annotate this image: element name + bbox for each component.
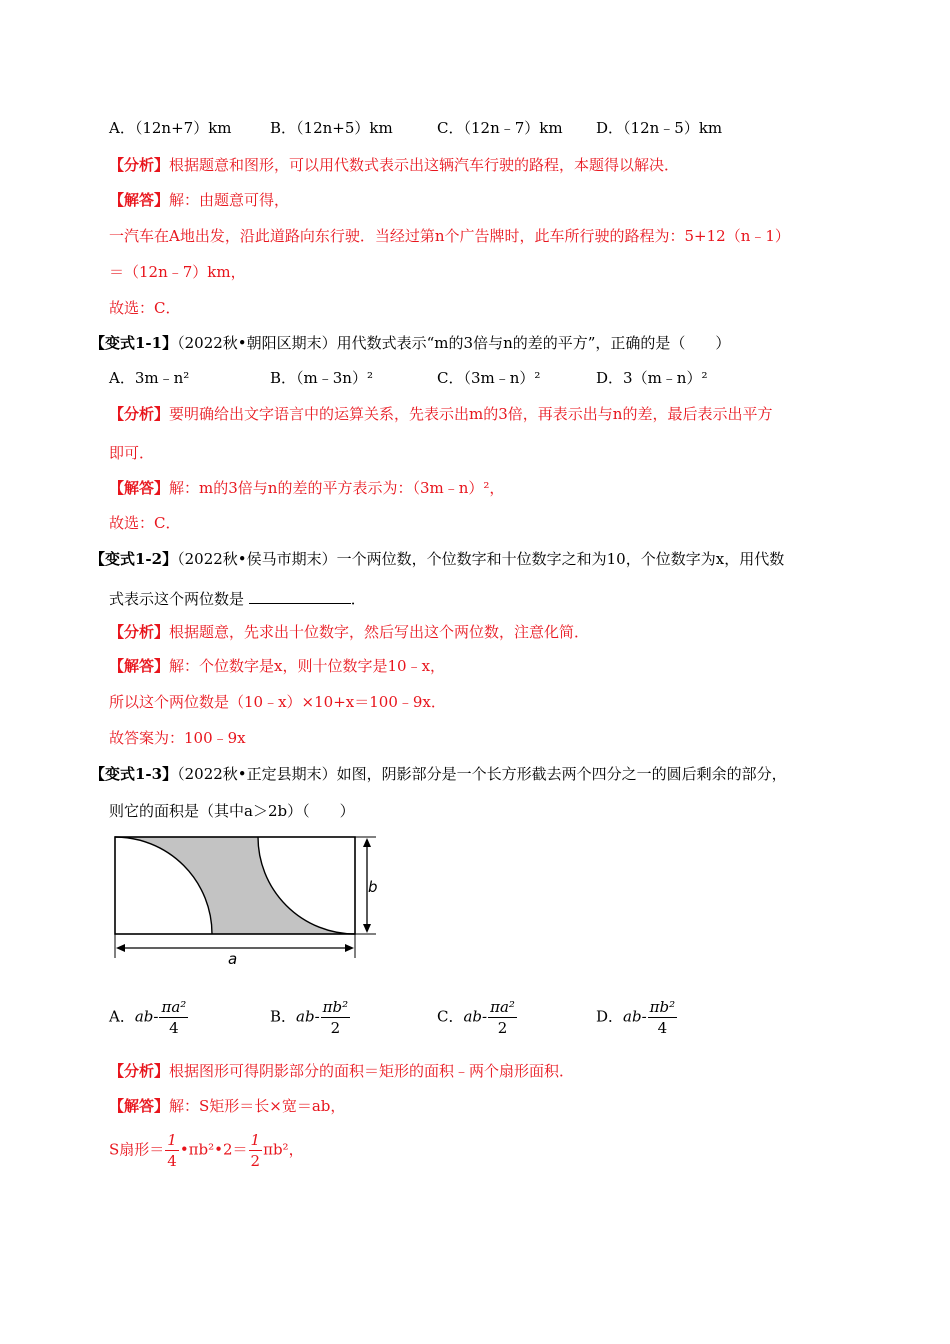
v12-answer-1: 【解答】解：个位数字是x，则十位数字是10﹣x，: [109, 657, 446, 675]
shaded-region: [115, 837, 355, 934]
v12-answer-3: 故答案为：100﹣9x: [109, 729, 246, 747]
v11-option-d: D．3（m﹣n）²: [596, 369, 708, 387]
v11-option-b: B．（m﹣3n）²: [270, 369, 373, 387]
v13-option-b: B．ab- $\frac{\text{πb²}}{2}$: [270, 998, 349, 1037]
v12-stem-1: 【变式1-2】（2022秋•侯马市期末）一个两位数，个位数字和十位数字之和为10，个位数字为x，用代数: [90, 550, 785, 568]
v11-choice: 故选：C．: [109, 514, 181, 532]
option-b: B．（12n+5）km: [270, 119, 393, 137]
option-d: D．（12n﹣5）km: [596, 119, 723, 137]
b-arrow-up: [363, 838, 371, 847]
a-arrow-right: [345, 944, 354, 952]
v12-analysis: 【分析】根据题意，先求出十位数字，然后写出这个两位数，注意化简．: [109, 623, 590, 641]
v12-stem-2: 式表示这个两位数是 ．: [109, 590, 366, 608]
a-arrow-left: [116, 944, 125, 952]
v11-analysis-1: 【分析】要明确给出文字语言中的运算关系，先表示出m的3倍，再表示出与n的差，最后表示出平方: [109, 405, 773, 423]
v11-option-a: A．3m﹣n²: [109, 369, 190, 387]
label-b: b: [368, 878, 378, 896]
v13-option-a: A．ab- $\frac{\text{πa²}}{4}$: [109, 998, 187, 1037]
option-c: C．（12n﹣7）km: [437, 119, 563, 137]
v13-option-d: D．ab- $\frac{\text{πb²}}{4}$: [596, 998, 676, 1037]
q1-analysis: 【分析】根据题意和图形，可以用代数式表示出这辆汽车行驶的路程，本题得以解决．: [109, 156, 680, 174]
shaded-rectangle-figure: [108, 828, 388, 970]
q1-choice: 故选：C．: [109, 299, 181, 317]
v13-option-c: C．ab- $\frac{\text{πa²}}{2}$: [437, 998, 515, 1037]
q1-answer-3: ＝（12n﹣7）km，: [109, 263, 246, 281]
v13-stem-2: 则它的面积是（其中a＞2b）（ ）: [109, 802, 355, 820]
v13-stem-1: 【变式1-3】（2022秋•正定县期末）如图，阴影部分是一个长方形截去两个四分之一的圆后剩余的部分，: [90, 765, 787, 783]
v13-answer-1: 【解答】解：S矩形＝长×宽＝ab，: [109, 1097, 346, 1115]
v11-answer: 【解答】解：m的3倍与n的差的平方表示为：（3m﹣n）²，: [109, 479, 505, 497]
v11-analysis-2: 即可．: [109, 444, 155, 462]
v13-answer-2: S扇形＝ $\frac{1}{4}$ •πb²•2＝ $\frac{1}{2}$ πb²，: [109, 1131, 304, 1170]
b-arrow-down: [363, 924, 371, 933]
option-a: A．（12n+7）km: [109, 119, 232, 137]
v11-option-c: C．（3m﹣n）²: [437, 369, 541, 387]
q1-answer-1: 【解答】解：由题意可得，: [109, 191, 290, 209]
label-a: a: [228, 950, 238, 968]
v13-analysis: 【分析】根据图形可得阴影部分的面积＝矩形的面积﹣两个扇形面积．: [109, 1062, 575, 1080]
v12-answer-2: 所以这个两位数是（10﹣x）×10+x＝100﹣9x．: [109, 693, 446, 711]
v11-stem: 【变式1-1】（2022秋•朝阳区期末）用代数式表示“m的3倍与n的差的平方”，正确的是（ ）: [90, 334, 731, 352]
q1-answer-2: 一汽车在A地出发，沿此道路向东行驶．当经过第n个广告牌时，此车所行驶的路程为：5+12（n﹣1）: [109, 227, 790, 245]
answer-blank[interactable]: [249, 589, 351, 604]
